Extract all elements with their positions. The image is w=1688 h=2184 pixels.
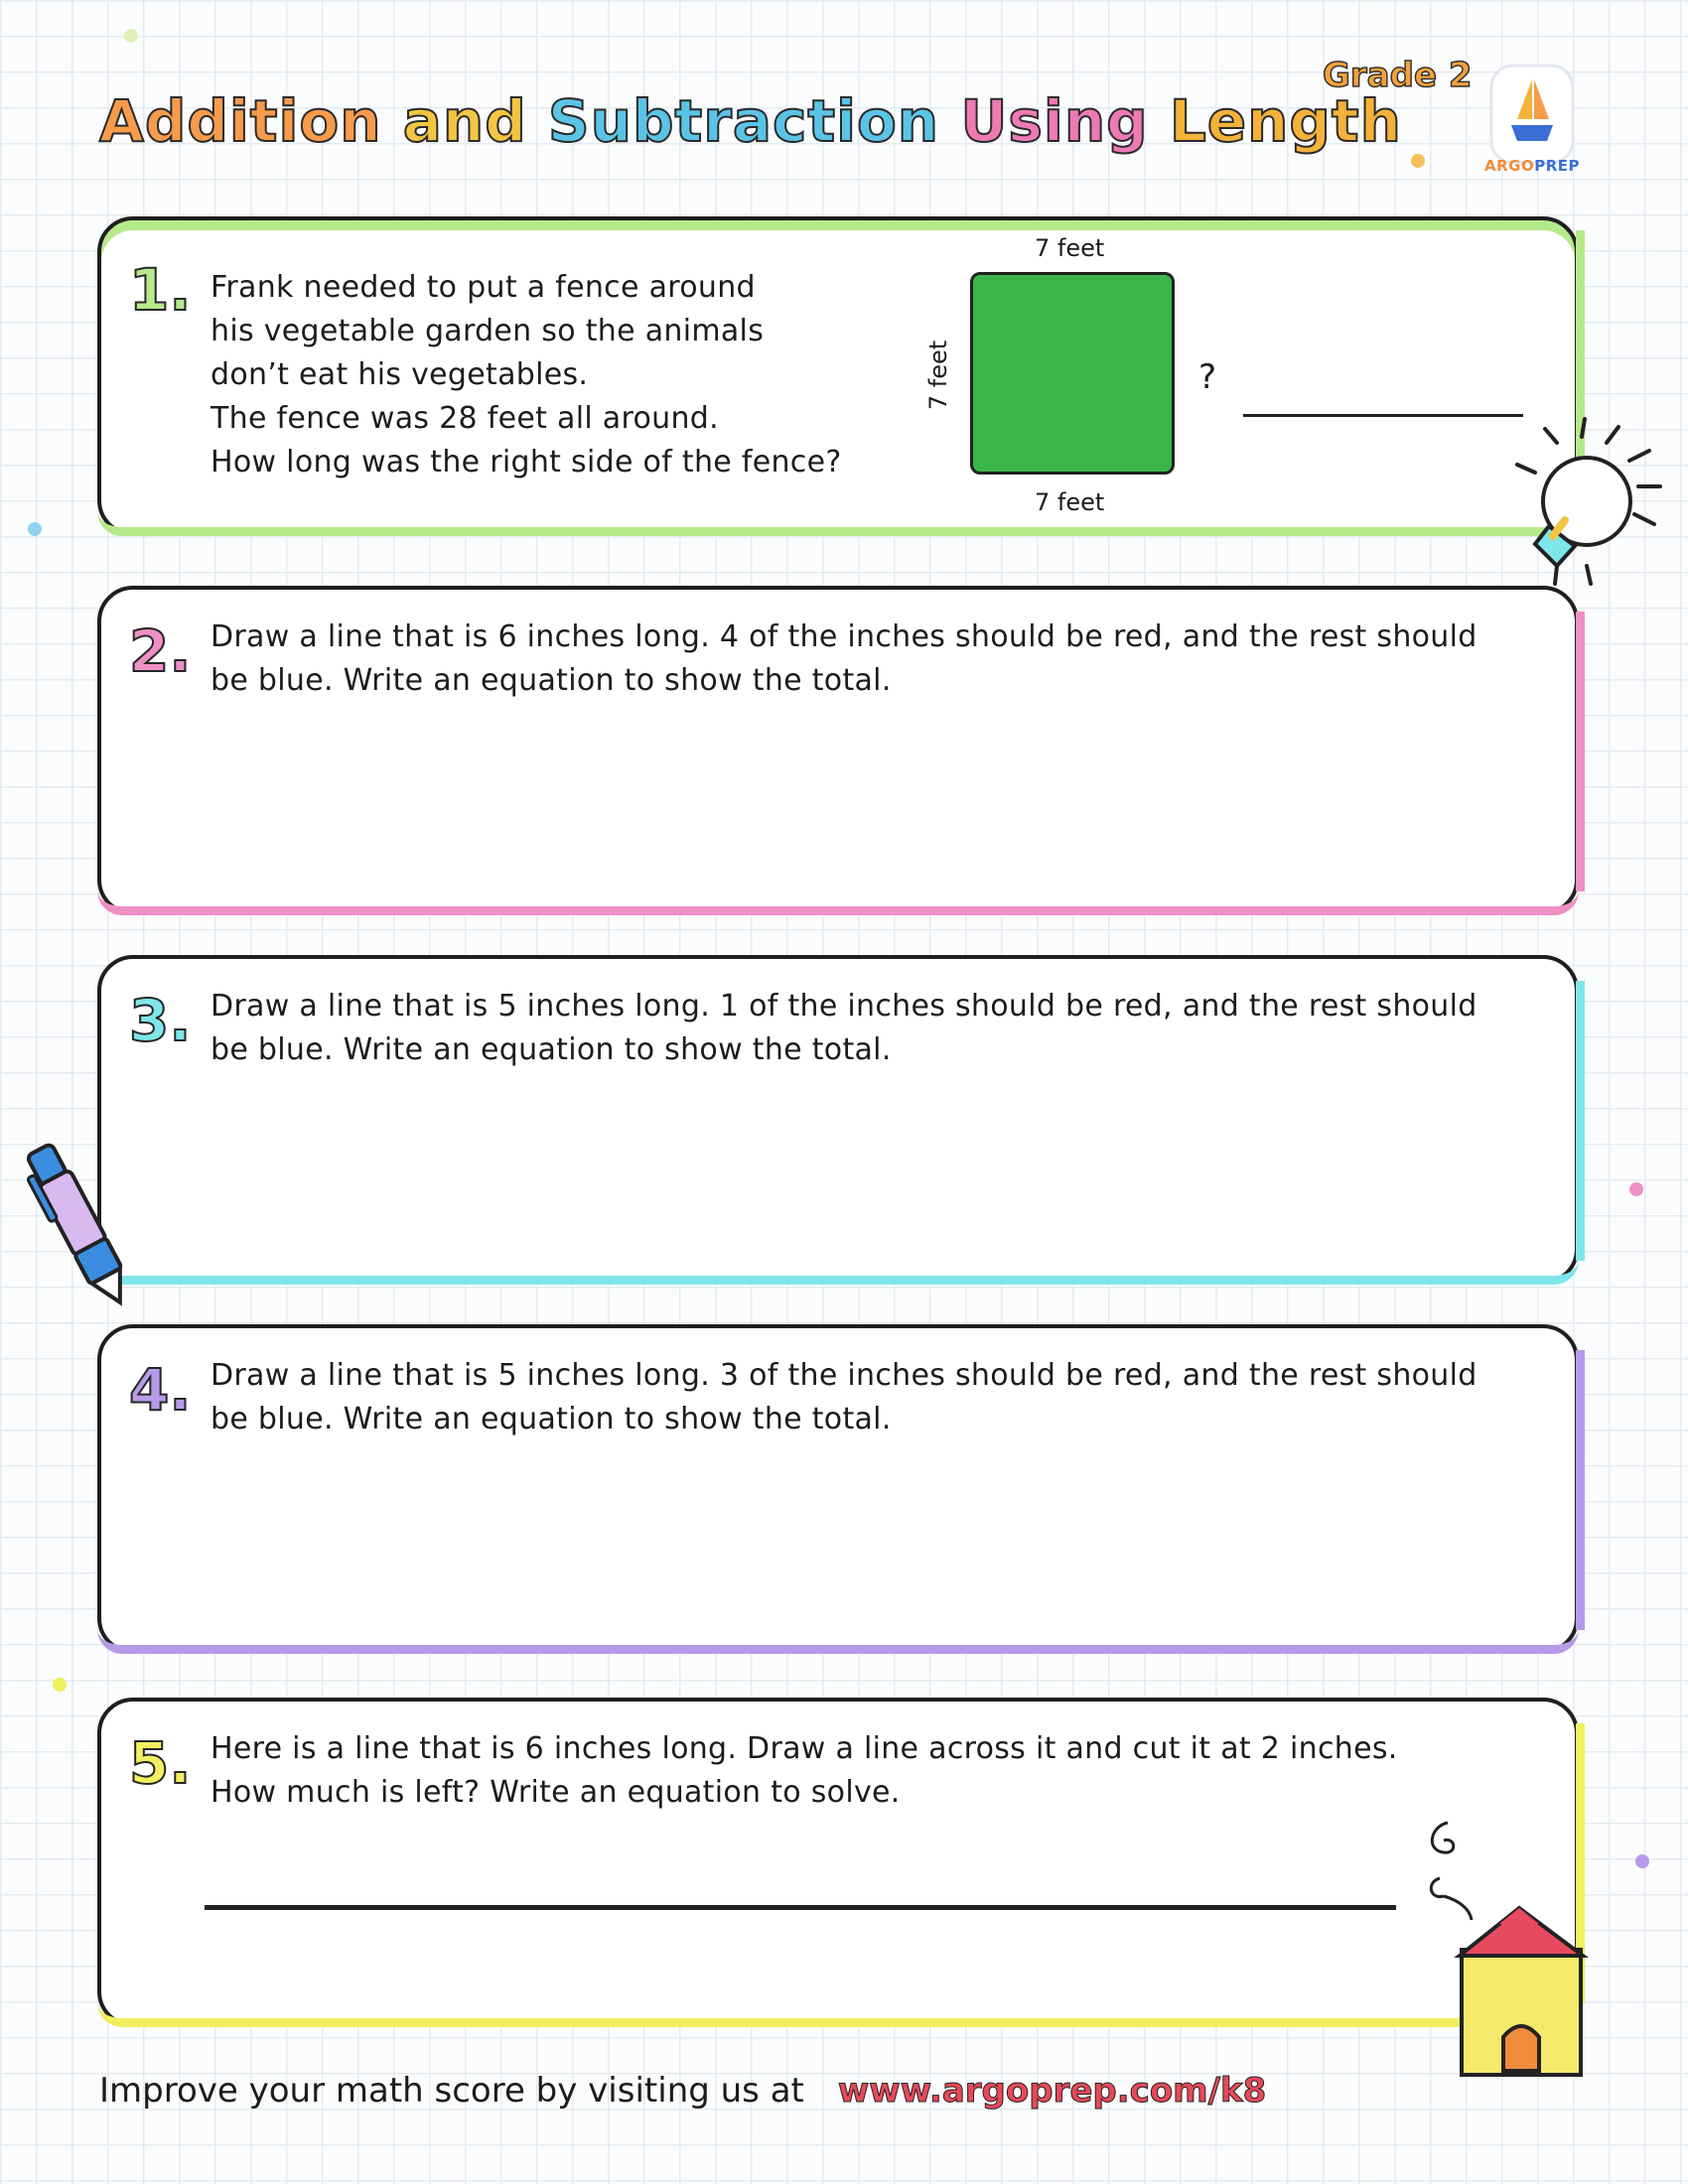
question-1-number: 1. — [129, 256, 192, 324]
question-1-line-3: don’t eat his vegetables. — [211, 357, 589, 392]
unknown-side-label: ? — [1198, 357, 1217, 397]
question-1-accent — [97, 511, 1579, 536]
question-1-text — [211, 266, 842, 484]
logo-text-argo: ARGO — [1483, 157, 1535, 175]
square-top-label: 7 feet — [1035, 234, 1105, 262]
footer — [99, 2071, 1266, 2111]
question-1-line-2: his vegetable garden so the animals — [211, 314, 765, 348]
logo-text-prep: PREP — [1534, 157, 1581, 175]
pen-icon — [20, 1132, 139, 1320]
question-1-line-1: Frank needed to put a fence around — [211, 270, 756, 305]
question-4-accent — [97, 1629, 1579, 1654]
title-word-5: Length — [1169, 87, 1402, 155]
footer-url-link[interactable]: www.argoprep.com/k8 — [837, 2071, 1267, 2111]
house-icon — [1400, 1817, 1648, 2085]
question-2-box — [97, 586, 1579, 915]
question-2-accent-right — [1576, 612, 1585, 891]
grade-label: Grade 2 — [1323, 56, 1473, 95]
logo-text — [1479, 157, 1585, 175]
question-5-line-1: Here is a line that is 6 inches long. Draw a line across it and cut it at 2 inches. — [211, 1731, 1398, 1766]
lightbulb-icon — [1487, 417, 1676, 596]
question-3-number: 3. — [129, 987, 192, 1054]
title-word-3: Subtraction — [547, 87, 940, 155]
six-inch-line[interactable] — [205, 1905, 1396, 1910]
title-word-2: and — [402, 87, 527, 155]
question-2-number: 2. — [129, 617, 192, 685]
question-3-accent — [97, 1260, 1579, 1285]
question-2-accent — [97, 890, 1579, 915]
footer-text: Improve your math score by visiting us at — [99, 2071, 804, 2111]
question-4-accent-right — [1576, 1350, 1585, 1630]
question-5-accent — [97, 2002, 1579, 2027]
question-5-box — [97, 1698, 1579, 2027]
question-3-line-2: be blue. Write an equation to show the total. — [211, 1032, 892, 1067]
question-4-line-1: Draw a line that is 5 inches long. 3 of the inches should be red, and the rest should — [211, 1358, 1477, 1393]
question-2-line-1: Draw a line that is 6 inches long. 4 of the inches should be red, and the rest should — [211, 619, 1477, 654]
question-5-line-2: How much is left? Write an equation to solve. — [211, 1775, 901, 1810]
question-3-accent-right — [1576, 981, 1585, 1261]
question-4-number: 4. — [129, 1356, 192, 1424]
page-title — [99, 87, 1402, 155]
answer-line-1[interactable] — [1243, 414, 1523, 417]
question-5-number: 5. — [129, 1729, 192, 1797]
question-4-text — [211, 1354, 1477, 1441]
question-3-line-1: Draw a line that is 5 inches long. 1 of the inches should be red, and the rest should — [211, 989, 1477, 1024]
title-word-4: Using — [960, 87, 1149, 155]
question-5-text — [211, 1727, 1398, 1815]
question-1-box — [97, 216, 1579, 536]
square-left-label: 7 feet — [924, 340, 953, 411]
question-1-line-4: The fence was 28 feet all around. — [211, 401, 719, 436]
question-4-line-2: be blue. Write an equation to show the total. — [211, 1402, 892, 1436]
question-3-box — [97, 955, 1579, 1285]
question-1-line-5: How long was the right side of the fence? — [211, 445, 842, 479]
question-2-text — [211, 615, 1477, 703]
question-2-line-2: be blue. Write an equation to show the total. — [211, 663, 892, 698]
question-4-box — [97, 1324, 1579, 1654]
question-3-text — [211, 985, 1477, 1072]
square-bottom-label: 7 feet — [1035, 488, 1105, 516]
garden-square — [970, 272, 1175, 475]
title-word-1: Addition — [99, 87, 382, 155]
